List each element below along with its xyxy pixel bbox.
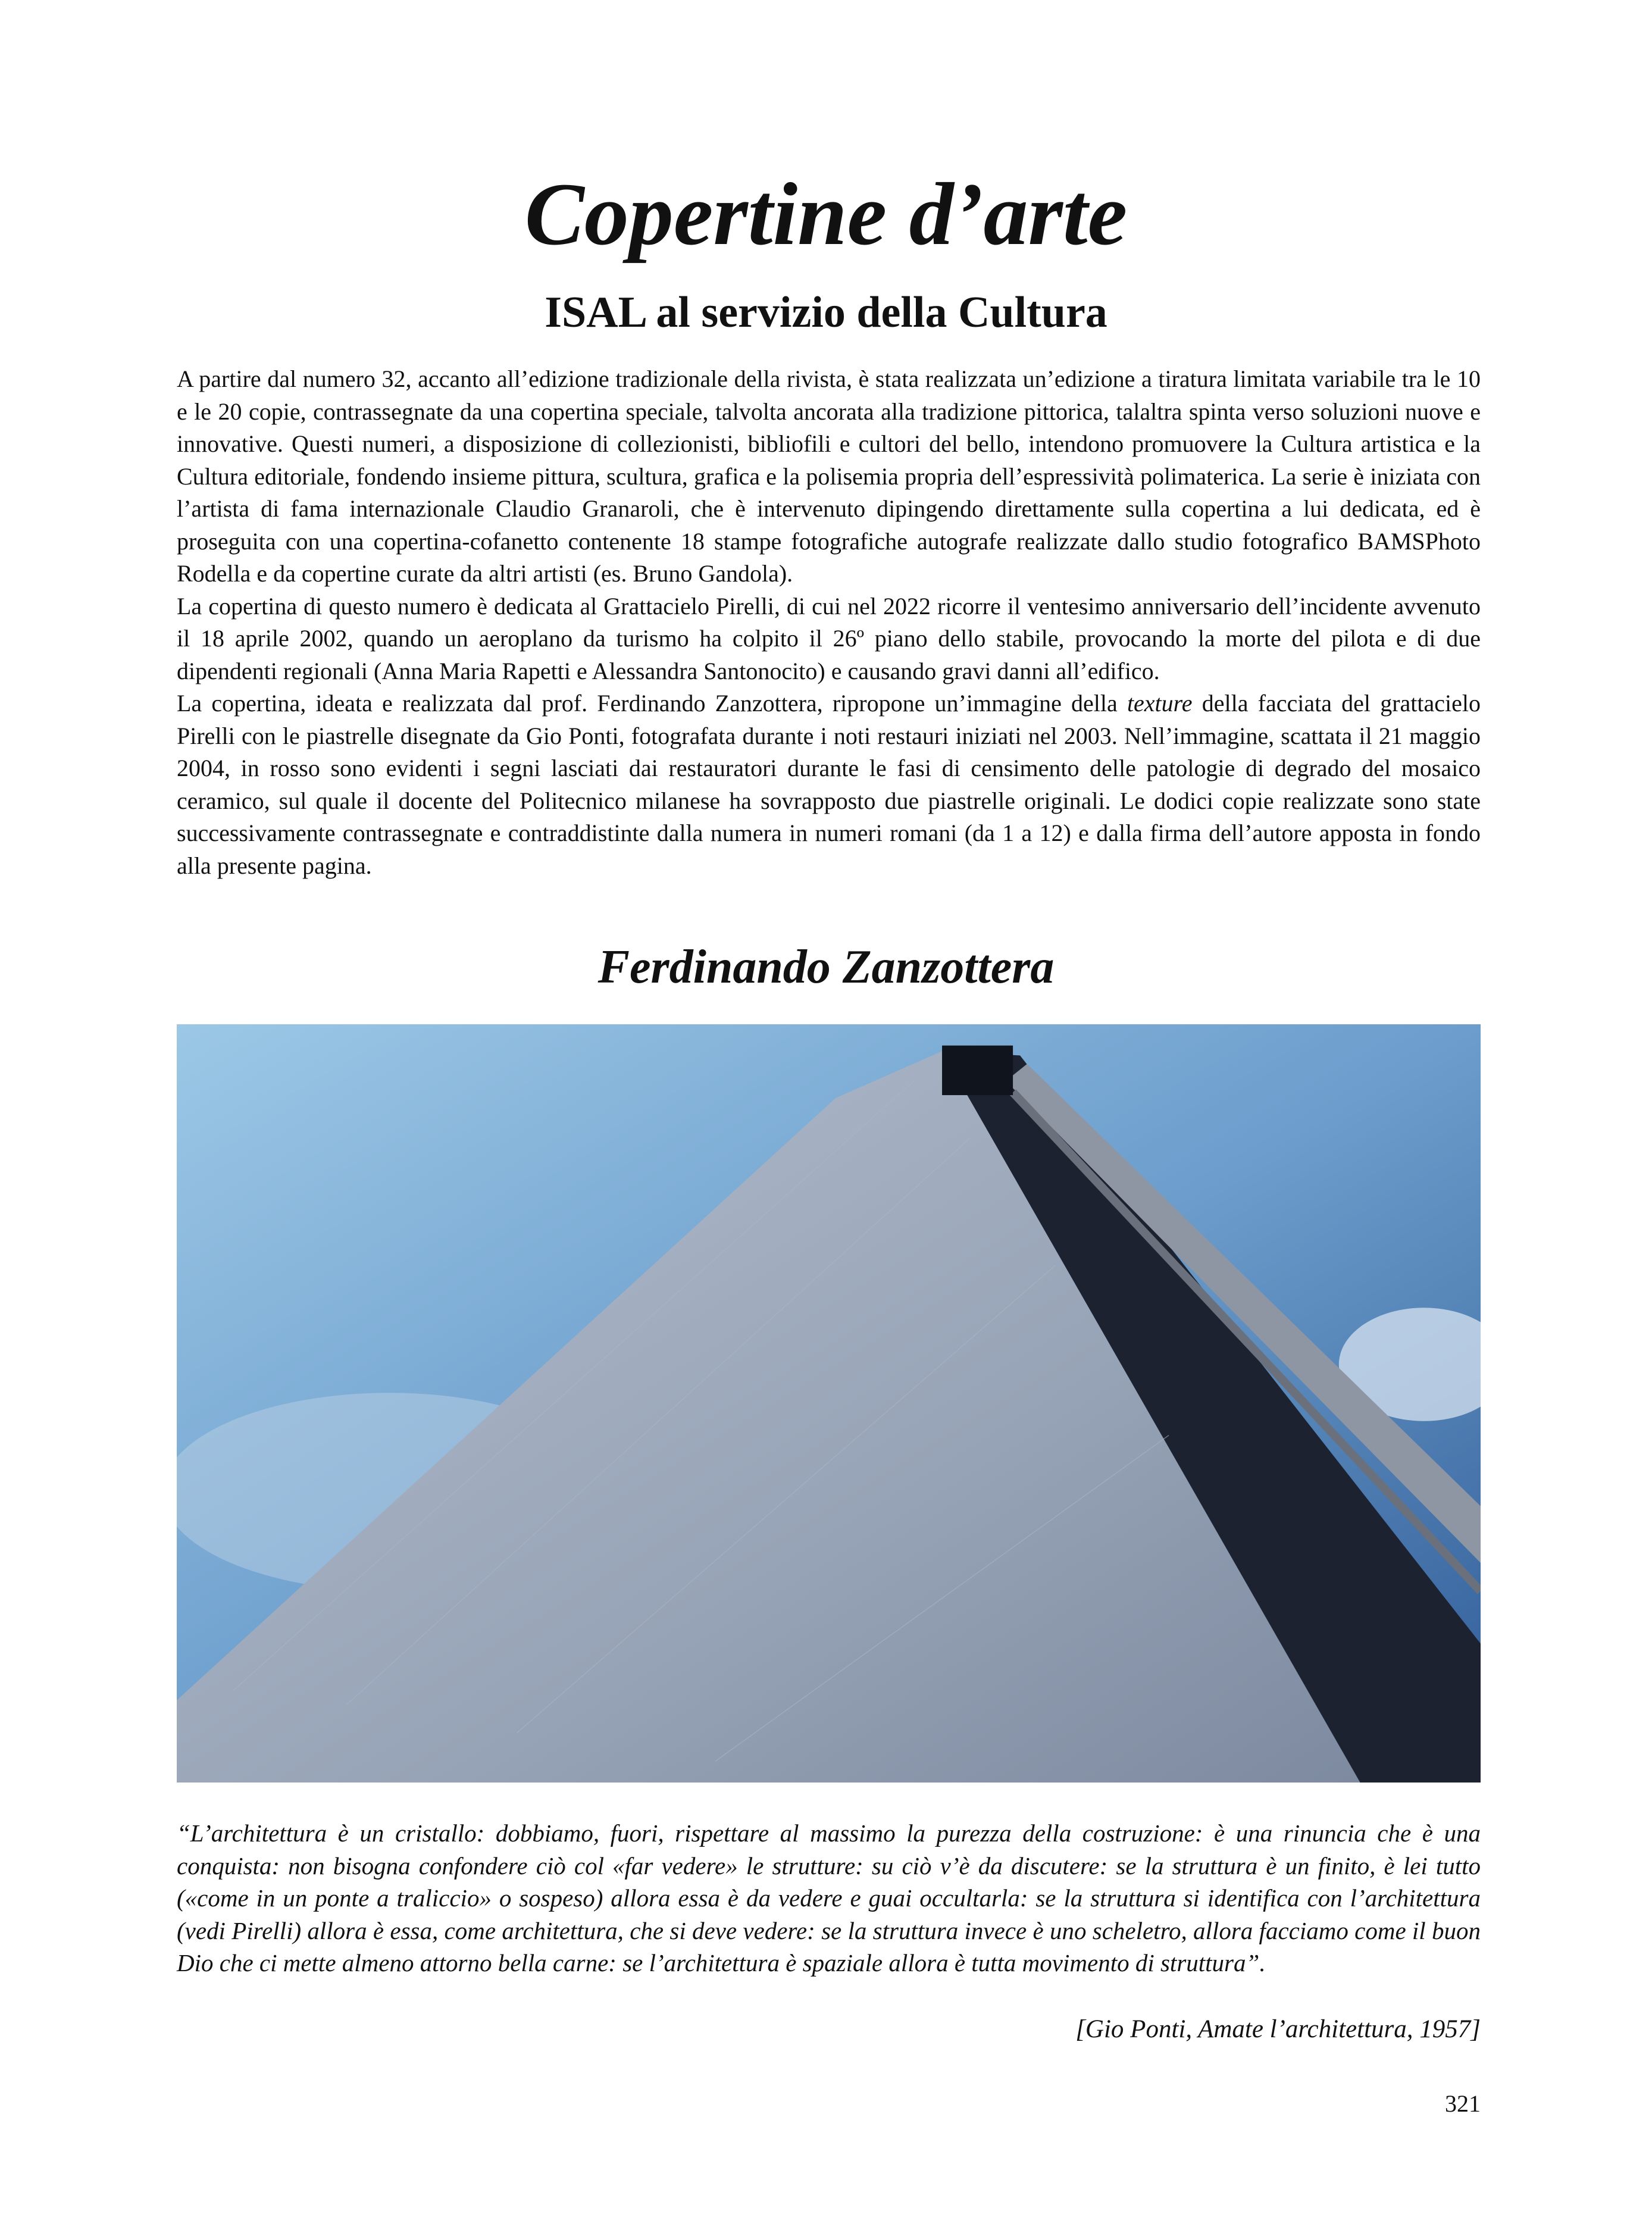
author-name: Ferdinando Zanzottera [597,941,1055,993]
page-title: Copertine d’arte [524,165,1128,264]
pirelli-tower-photo [177,1024,1481,1783]
article-body [177,363,1481,882]
page-number: 321 [1445,2090,1481,2117]
paragraph: A partire dal numero 32, accanto all’edizione tradizionale della rivista, è stata realizzata un’edizione a tiratura limitata variabile tra le 10 e le 20 copie, contrassegnate da una copertina speciale, talvolta ancorata alla tradizione pittorica, talaltra spinta verso soluzioni nuove e innovative. Questi numeri, a disposizione di collezionisti, bibliofili e cultori del bello, intendono promuovere la Cultura artistica e la Cultura editoriale, fondendo insieme pittura, scultura, grafica e la polisemia propria dell’espressività polimaterica. La serie è iniziata con l’artista di fama internazionale Claudio Granaroli, che è intervenuto dipingendo direttamente sulla copertina a lui dedicata, ed è proseguita con una copertina-cofanetto contenente 18 stampe fotografiche autografe realizzate dallo studio fotografico BAMSPhoto Rodella e da copertine curate da altri artisti (es. Bruno Gandola). [177,365,1481,587]
paragraph-text: della facciata del grattacielo Pirelli con le piastrelle disegnate da Gio Ponti, fotografata durante i noti restauri iniziati nel 2003. Nell’immagine, scattata il 21 maggio 2004, in rosso sono evidenti i segni lasciati dai restauratori durante le fasi di censimento delle patologie di degrado del mosaico ceramico, sul quale il docente del Politecnico milanese ha sovrapposto due piastrelle originali. Le dodici copie realizzate sono state successivamente contrassegnate e contraddistinte dalla numera in numeri romani (da 1 a 12) e dalla firma dell’autore apposta in fondo alla presente pagina. [177,690,1481,879]
paragraph [177,687,1481,882]
quote-text: “L’architettura è un cristallo: dobbiamo, fuori, rispettare al massimo la purezza della costruzione: è una rinuncia che è una conquista: non bisogna confondere ciò col «far vedere» le strutture: su ciò v’è da discutere: se la struttura è un finito, è lei tutto («come in un ponte a traliccio» o sospeso) allora essa è da vedere e guai occultarla: se la struttura si identifica con l’architettura (vedi Pirelli) allora è essa, come architettura, che si deve vedere: se la struttura invece è uno scheletro, allora facciamo come il buon Dio che ci mette almeno attorno bella carne: se l’architettura è spaziale allora è tutta movimento di struttura”. [177,1819,1481,1977]
paragraph-text: La copertina, ideata e realizzata dal prof. Ferdinando Zanzottera, ripropone un’immagine della [177,690,1127,717]
paragraph: La copertina di questo numero è dedicata al Grattacielo Pirelli, di cui nel 2022 ricorre il ventesimo anniversario dell’incidente avvenuto il 18 aprile 2002, quando un aeroplano da turismo ha colpito il 26º piano dello stabile, provocando la morte del pilota e di due dipendenti regionali (Anna Maria Rapetti e Alessandra Santonocito) e causando gravi danni all’edifico. [177,592,1481,684]
tower-top-block [942,1046,1013,1095]
italic-term: texture [1127,690,1193,717]
quote-citation: [Gio Ponti, Amate l’architettura, 1957] [1075,2015,1481,2043]
page-subtitle: ISAL al servizio della Cultura [545,288,1107,337]
